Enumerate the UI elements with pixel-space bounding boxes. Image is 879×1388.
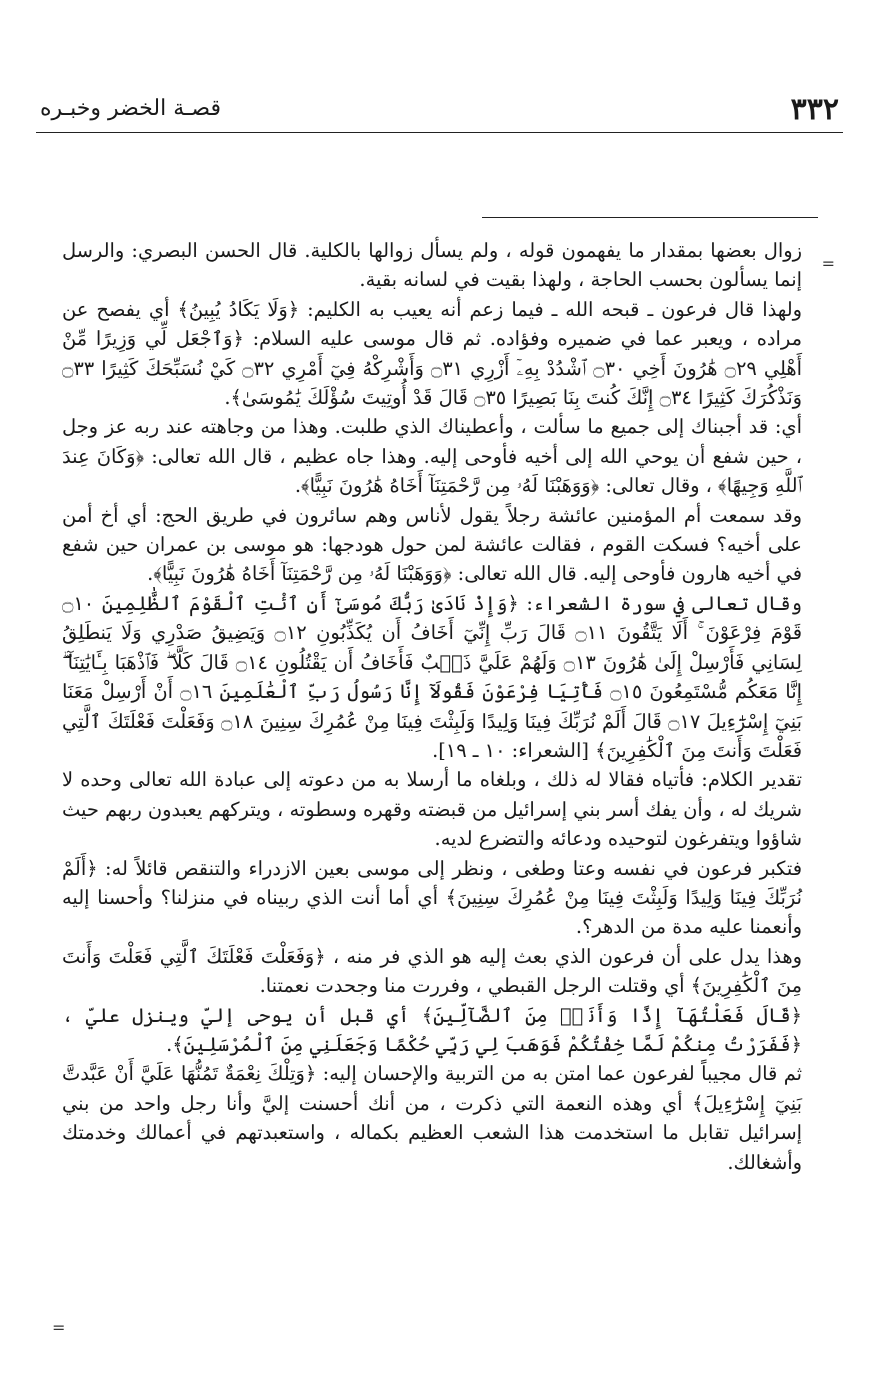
paragraph: زوال بعضها بمقدار ما يفهمون قوله ، ولم يسأل زوالها بالكلية. قال الحسن البصري: والرسل إنما يسألون بحسب الحاجة ، ولهذا بقيت في لسانه بقية. — [62, 239, 802, 292]
margin-continuation-mark: = — [52, 1318, 66, 1337]
body-text — [62, 236, 802, 1177]
paragraph: ثم قال مجيباً لفرعون عما امتن به من التربية والإحسان إليه: ﴿وَتِلْكَ نِعْمَةٌ تَمُنُّهَا عَلَيَّ أَنْ عَبَّدتَّ بَنِيٓ إِسْرَٰٓءِيلَ﴾ أي وهذه النعمة التي ذكرت ، من أنك أحسنت إليَّ وأنا رجل واحد من بني إسرائيل تقابل ما استخدمت هذا الشعب العظيم بكماله ، واستعبدتهم في أعمالك وخدمتك وأشغالك. — [62, 1062, 802, 1174]
paragraph: وقد سمعت أم المؤمنين عائشة رجلاً يقول لأناس وهم سائرون في طريق الحج: أي أخ أمن على أخيه؟ فسكت القوم ، فقالت عائشة لمن حول هودجها: هو موسى بن عمران حين شفع في أخيه هارون فأوحى إليه. قال الله تعالى: ﴿وَوَهَبْنَا لَهُۥ مِن رَّحْمَتِنَآ أَخَاهُ هَٰرُونَ نَبِيًّا﴾. — [62, 503, 802, 586]
paragraph: أي: قد أجبناك إلى جميع ما سألت ، وأعطيناك الذي طلبت. وهذا من وجاهته عند ربه عز وجل ، حين شفع أن يوحي الله إلى أخيه فأوحى إليه. وهذا جاه عظيم ، قال الله تعالى: ﴿وَكَانَ عِندَ ٱللَّهِ وَجِيهًا﴾ ، وقال تعالى: ﴿وَوَهَبْنَا لَهُۥ مِن رَّحْمَتِنَآ أَخَاهُ هَٰرُونَ نَبِيًّا﴾. — [62, 415, 802, 498]
header-divider — [36, 132, 843, 133]
paragraph: فتكبر فرعون في نفسه وعتا وطغى ، ونظر إلى موسى بعين الازدراء والتنقص قائلاً له: ﴿أَلَمْ نُرَبِّكَ فِينَا وَلِيدًا وَلَبِثْتَ فِينَا مِنْ عُمُرِكَ سِنِينَ﴾ أي أما أنت الذي ربيناه في منزلنا؟ وأحسنا إليه وأنعمنا عليه مدة من الدهر؟. — [62, 856, 802, 939]
running-title: قصـة الخضر وخبـره — [40, 96, 222, 121]
paragraph: ﴿قَالَ فَعَلْتُهَآ إِذًا وَأَنَا۠ مِنَ ٱلضَّآلِّينَ﴾ أي قبل أن يوحى إليّ وينزل عليّ ، ﴿فَفَرَرْتُ مِنكُمْ لَمَّا خِفْتُكُمْ فَوَهَبَ لِي رَبِّي حُكْمًا وَجَعَلَنِي مِنَ ٱلْمُرْسَلِينَ﴾. — [62, 1003, 802, 1056]
paragraph: وهذا يدل على أن فرعون الذي بعث إليه هو الذي فر منه ، ﴿وَفَعَلْتَ فَعْلَتَكَ ٱلَّتِي فَعَلْتَ وَأَنتَ مِنَ ٱلْكَٰفِرِينَ﴾ أي وقتلت الرجل القبطي ، وفررت منا وجحدت نعمتنا. — [62, 944, 802, 998]
page-number: ٣٣٢ — [790, 92, 839, 127]
footnote-divider — [482, 217, 818, 218]
page-header — [40, 92, 839, 128]
paragraph: ولهذا قال فرعون ـ قبحه الله ـ فيما زعم أنه يعيب به الكليم: ﴿وَلَا يَكَادُ يُبِينُ﴾ أي يفصح عن مراده ، ويعبر عما في ضميره وفؤاده. ثم قال موسى عليه السلام: ﴿وَٱجْعَل لِّي وَزِيرًا مِّنْ أَهْلِي ۝٢٩ هَٰرُونَ أَخِي ۝٣٠ ٱشْدُدْ بِهِۦٓ أَزْرِي ۝٣١ وَأَشْرِكْهُ فِيٓ أَمْرِي ۝٣٢ كَيْ نُسَبِّحَكَ كَثِيرًا ۝٣٣ وَنَذْكُرَكَ كَثِيرًا ۝٣٤ إِنَّكَ كُنتَ بِنَا بَصِيرًا ۝٣٥ قَالَ قَدْ أُوتِيتَ سُؤْلَكَ يَٰمُوسَىٰ﴾. — [62, 297, 803, 410]
margin-continuation-mark: = — [821, 254, 835, 273]
paragraph: وقال تعالى في سورة الشعراء: ﴿وَإِذْ نَادَىٰ رَبُّكَ مُوسَىٰٓ أَنِ ٱئْتِ ٱلْقَوْمَ ٱلظَّٰلِمِينَ ۝١٠ قَوْمَ فِرْعَوْنَ ۚ أَلَا يَتَّقُونَ ۝١١ قَالَ رَبِّ إِنِّيٓ أَخَافُ أَن يُكَذِّبُونِ ۝١٢ وَيَضِيقُ صَدْرِي وَلَا يَنطَلِقُ لِسَانِي فَأَرْسِلْ إِلَىٰ هَٰرُونَ ۝١٣ وَلَهُمْ عَلَيَّ ذَنۢبٌ فَأَخَافُ أَن يَقْتُلُونِ ۝١٤ قَالَ كَلَّا ۖ فَٱذْهَبَا بِـَٔايَٰتِنَآ ۖ إِنَّا مَعَكُم مُّسْتَمِعُونَ ۝١٥ فَأْتِيَا فِرْعَوْنَ فَقُولَآ إِنَّا رَسُولُ رَبِّ ٱلْعَٰلَمِينَ ۝١٦ أَنْ أَرْسِلْ مَعَنَا بَنِيٓ إِسْرَٰٓءِيلَ ۝١٧ قَالَ أَلَمْ نُرَبِّكَ فِينَا وَلِيدًا وَلَبِثْتَ فِينَا مِنْ عُمُرِكَ سِنِينَ ۝١٨ وَفَعَلْتَ فَعْلَتَكَ ٱلَّتِي فَعَلْتَ وَأَنتَ مِنَ ٱلْكَٰفِرِينَ﴾ [الشعراء: ١٠ ـ ١٩]. — [62, 591, 802, 762]
paragraph: تقدير الكلام: فأتياه فقالا له ذلك ، وبلغاه ما أرسلا به من دعوته إلى عبادة الله تعالى وحده لا شريك له ، وأن يفك أسر بني إسرائيل من قبضته وقهره وسطوته ، ويتركهم يعبدون ربهم حيث شاؤوا ويتفرغون لتوحيده ودعائه والتضرع لديه. — [62, 768, 802, 851]
